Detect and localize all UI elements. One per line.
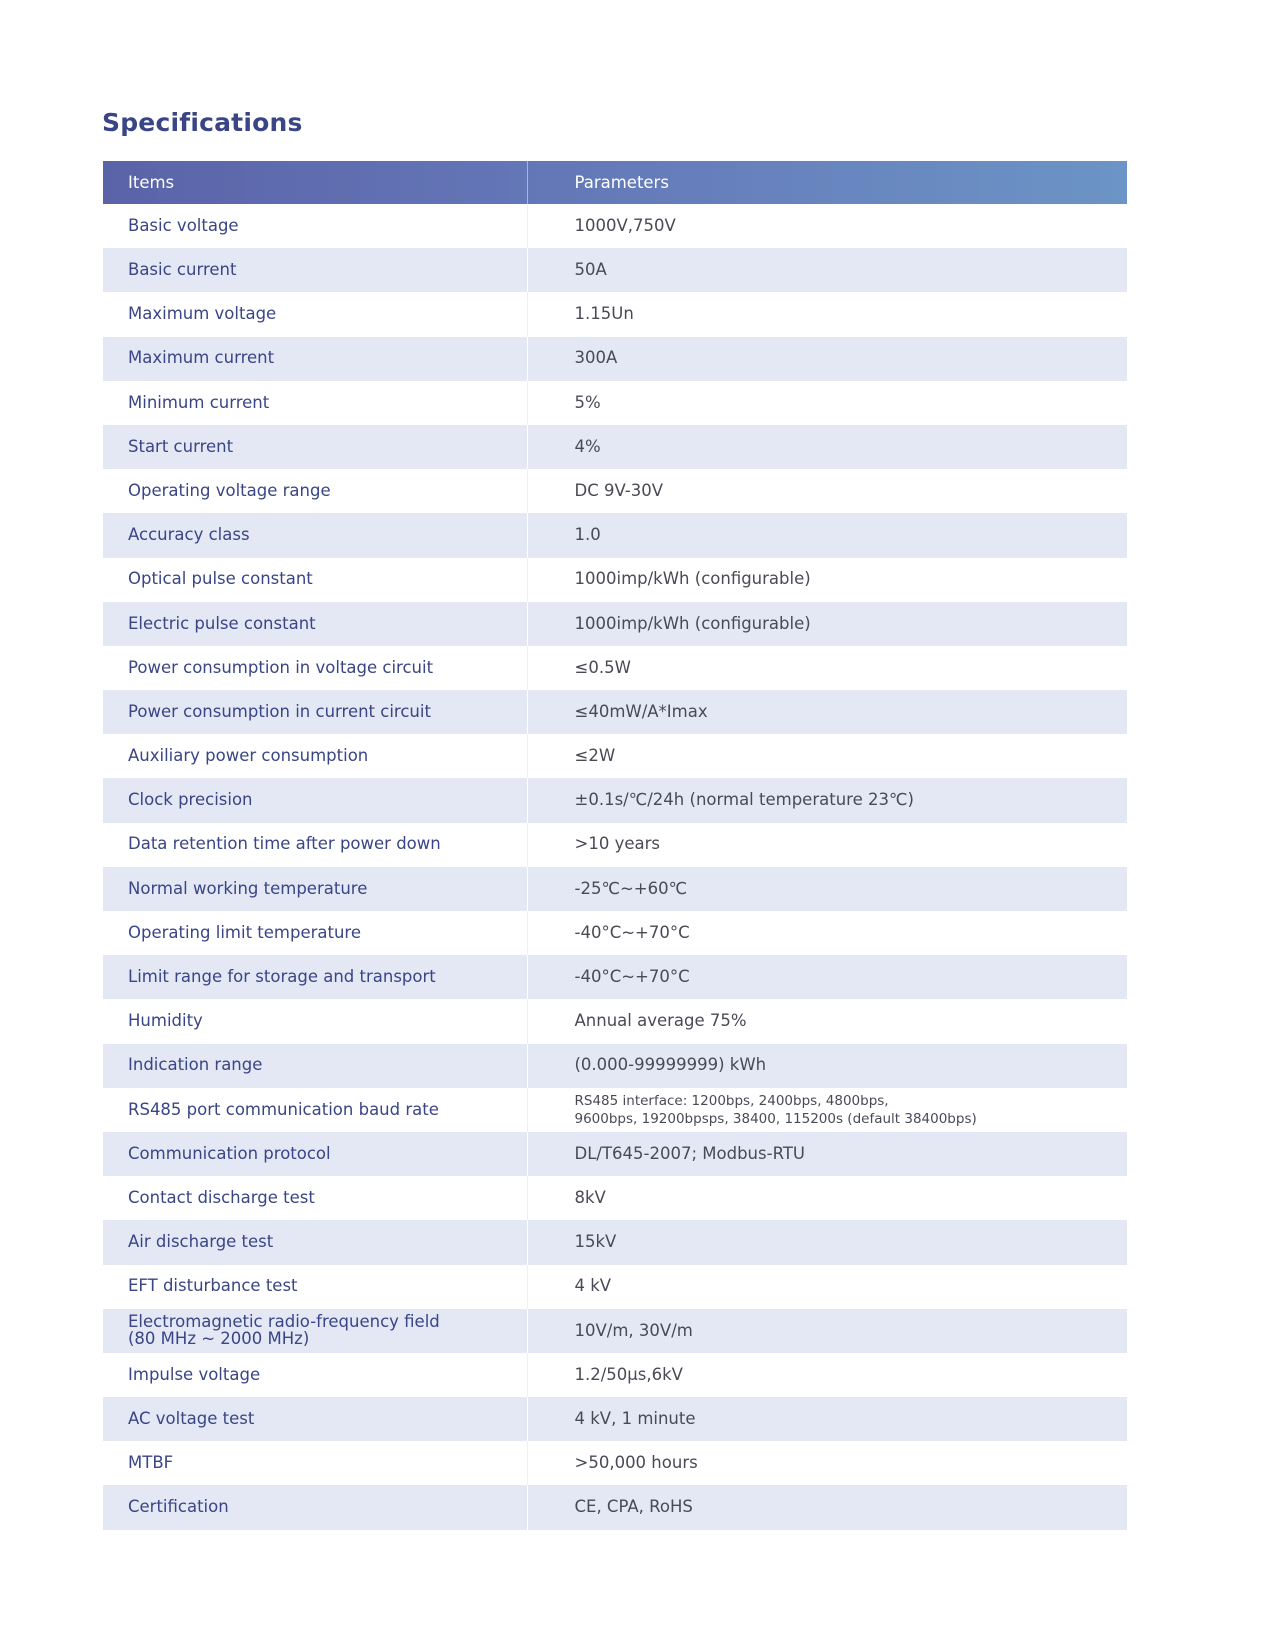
item-line: (80 MHz ~ 2000 MHz) (128, 1328, 310, 1348)
table-row (103, 204, 1127, 248)
table-row (103, 1265, 1127, 1309)
table-row (103, 292, 1127, 336)
item-line: Electromagnetic radio-frequency field (128, 1312, 440, 1332)
item-cell: Basic voltage (128, 215, 239, 235)
item-cell: Data retention time after power down (128, 834, 441, 854)
value-line: 9600bps, 19200bpsps, 38400, 115200s (default 38400bps) (574, 1110, 977, 1127)
item-cell: Operating limit temperature (128, 922, 361, 942)
value-cell: ±0.1s/℃/24h (normal temperature 23℃) (527, 778, 1127, 822)
item-cell: Indication range (103, 1044, 527, 1088)
value-cell: -25℃~+60℃ (527, 867, 1127, 911)
value-cell: DC 9V-30V (527, 469, 1127, 513)
value-cell: 1000V,750V (527, 204, 1127, 248)
value-cell: 4% (527, 425, 1127, 469)
specifications-table (103, 161, 1127, 1530)
value-cell: 8kV (527, 1176, 1127, 1220)
value-cell: ≤2W (527, 734, 1127, 778)
item-cell: Impulse voltage (128, 1364, 261, 1384)
table-row (103, 778, 1127, 822)
value-cell: 4 kV, 1 minute (527, 1397, 1127, 1441)
table-row (103, 1397, 1127, 1441)
value-cell: 10V/m, 30V/m (527, 1309, 1127, 1353)
item-cell: Air discharge test (103, 1220, 527, 1264)
table-row (103, 469, 1127, 513)
value-cell: 4 kV (527, 1265, 1127, 1309)
value-cell: (0.000-99999999) kWh (527, 1044, 1127, 1088)
table-row (103, 1441, 1127, 1485)
item-cell: Power consumption in voltage circuit (128, 657, 434, 677)
table-row (103, 425, 1127, 469)
value-cell: 300A (527, 337, 1127, 381)
item-cell: Humidity (128, 1011, 203, 1031)
table-row (103, 1044, 1127, 1088)
value-cell: ≤40mW/A*Imax (527, 690, 1127, 734)
table-row (103, 248, 1127, 292)
table-row (103, 734, 1127, 778)
item-cell: Certification (103, 1485, 527, 1529)
table-row (103, 1309, 1127, 1353)
table-row (103, 381, 1127, 425)
table-row (103, 646, 1127, 690)
table-row (103, 513, 1127, 557)
item-cell: Accuracy class (103, 513, 527, 557)
item-cell: Limit range for storage and transport (103, 955, 527, 999)
table-row (103, 999, 1127, 1043)
item-cell: Operating voltage range (128, 480, 331, 500)
value-cell: >50,000 hours (527, 1441, 1127, 1485)
value-cell: 1.0 (527, 513, 1127, 557)
table-row (103, 955, 1127, 999)
item-cell: Minimum current (128, 392, 270, 412)
table-row (103, 337, 1127, 381)
column-header-items: Items (128, 173, 175, 192)
value-cell: CE, CPA, RoHS (527, 1485, 1127, 1529)
item-cell: RS485 port communication baud rate (128, 1099, 439, 1119)
value-cell: 5% (527, 381, 1127, 425)
table-row (103, 690, 1127, 734)
table-row (103, 1220, 1127, 1264)
table-row (103, 1485, 1127, 1529)
item-cell (103, 1309, 527, 1353)
item-cell: AC voltage test (103, 1397, 527, 1441)
value-cell: 1.15Un (527, 292, 1127, 336)
value-cell: 50A (527, 248, 1127, 292)
value-cell: Annual average 75% (527, 999, 1127, 1043)
table-row (103, 1353, 1127, 1397)
item-cell: Optical pulse constant (128, 569, 313, 589)
item-cell: Maximum current (103, 337, 527, 381)
value-cell (527, 1088, 1127, 1132)
table-row (103, 911, 1127, 955)
column-header-parameters: Parameters (527, 161, 1127, 204)
value-cell: 1000imp/kWh (configurable) (527, 558, 1127, 602)
value-cell: 1000imp/kWh (configurable) (527, 602, 1127, 646)
table-row (103, 823, 1127, 867)
value-cell: -40°C~+70°C (527, 955, 1127, 999)
table-row (103, 558, 1127, 602)
value-line: RS485 interface: 1200bps, 2400bps, 4800bps, (574, 1092, 889, 1109)
table-row (103, 1176, 1127, 1220)
item-cell: Auxiliary power consumption (128, 746, 369, 766)
value-cell: 15kV (527, 1220, 1127, 1264)
item-cell: EFT disturbance test (128, 1276, 298, 1296)
item-cell: Electric pulse constant (103, 602, 527, 646)
item-cell: MTBF (128, 1453, 174, 1473)
table-header-row (103, 161, 1127, 204)
item-cell: Basic current (103, 248, 527, 292)
table-row (103, 867, 1127, 911)
item-cell: Maximum voltage (128, 304, 277, 324)
value-cell: >10 years (527, 823, 1127, 867)
table-row (103, 1132, 1127, 1176)
value-cell: DL/T645-2007; Modbus-RTU (527, 1132, 1127, 1176)
value-cell: -40°C~+70°C (527, 911, 1127, 955)
table-row (103, 1088, 1127, 1132)
item-cell: Start current (103, 425, 527, 469)
item-cell: Communication protocol (103, 1132, 527, 1176)
page-title: Specifications (102, 108, 303, 137)
item-cell: Contact discharge test (128, 1187, 315, 1207)
value-cell: ≤0.5W (527, 646, 1127, 690)
item-cell: Power consumption in current circuit (103, 690, 527, 734)
item-cell: Normal working temperature (103, 867, 527, 911)
table-row (103, 602, 1127, 646)
value-cell: 1.2/50μs,6kV (527, 1353, 1127, 1397)
item-cell: Clock precision (103, 778, 527, 822)
